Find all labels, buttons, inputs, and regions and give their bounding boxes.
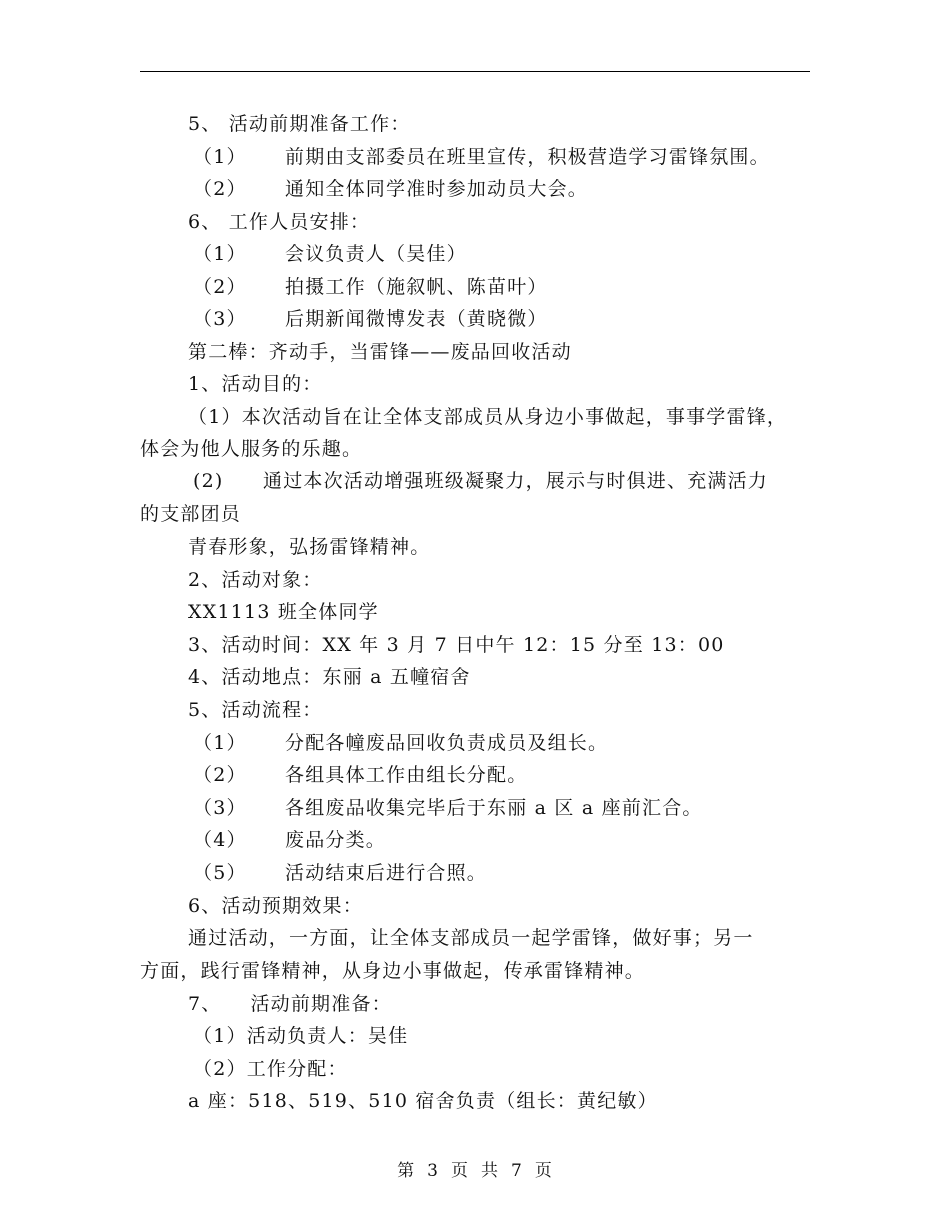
list-number: （1）: [193, 146, 247, 168]
text-line: （1）本次活动旨在让全体支部成员从身边小事做起，事事学雷锋，: [188, 406, 788, 428]
text-line: 5、 活动前期准备工作：: [188, 113, 411, 135]
list-number: （2）: [193, 764, 247, 786]
list-text: 通过本次活动增强班级凝聚力，展示与时俱进、充满活力: [263, 470, 769, 492]
list-number: （2）: [193, 276, 247, 298]
text-line: （2）工作分配：: [193, 1058, 348, 1080]
header-rule: [140, 71, 810, 72]
list-text: 通知全体同学准时参加动员大会。: [285, 178, 589, 200]
total-pages-number: 7: [511, 1161, 523, 1181]
list-number: （5）: [193, 862, 247, 884]
list-number: （1）: [193, 732, 247, 754]
text-line: 5、活动流程：: [188, 699, 323, 721]
page-label-prefix: 第: [397, 1161, 416, 1181]
list-number: (2): [193, 470, 224, 492]
text-line: 4、活动地点：东丽 a 五幢宿舍: [188, 666, 471, 688]
list-item: [193, 242, 467, 266]
current-page-number: 3: [427, 1161, 439, 1181]
text-line: 1、活动目的：: [188, 373, 323, 395]
list-text: 前期由支部委员在班里宣传，积极营造学习雷锋氛围。: [285, 146, 770, 168]
list-text: 会议负责人（吴佳）: [285, 243, 467, 265]
total-label: 共: [481, 1161, 499, 1181]
list-item: [193, 763, 527, 787]
page-label-suffix: 页: [534, 1161, 553, 1181]
list-text: 分配各幢废品回收负责成员及组长。: [285, 732, 609, 754]
text-line: 7、 活动前期准备：: [188, 993, 392, 1015]
list-number: （3）: [193, 308, 247, 330]
list-item: [193, 145, 770, 169]
section-heading: 第二棒：齐动手，当雷锋——废品回收活动: [188, 341, 572, 363]
text-line: 的支部团员: [140, 503, 242, 525]
text-line: 6、活动预期效果：: [188, 895, 363, 917]
page-footer: [0, 1156, 950, 1181]
text-line: XX1113 班全体同学: [188, 601, 379, 623]
list-number: （2）: [193, 178, 247, 200]
list-number: （1）: [193, 243, 247, 265]
text-line: 2、活动对象：: [188, 569, 323, 591]
text-line: 青春形象，弘扬雷锋精神。: [188, 536, 431, 558]
page-label-mid: 页: [451, 1161, 469, 1181]
text-line: 通过活动，一方面，让全体支部成员一起学雷锋，做好事；另一: [188, 927, 754, 949]
text-line: 方面，践行雷锋精神，从身边小事做起，传承雷锋精神。: [140, 960, 646, 982]
list-text: 后期新闻微博发表（黄晓微）: [285, 308, 548, 330]
list-number: （3）: [193, 797, 247, 819]
list-item: [193, 828, 386, 852]
list-text: 各组具体工作由组长分配。: [285, 764, 528, 786]
list-item: [193, 307, 548, 331]
text-line: 6、 工作人员安排：: [188, 211, 371, 233]
text-line: a 座：518、519、510 宿舍负责（组长：黄纪敏）: [188, 1090, 658, 1112]
text-line: （1）活动负责人：吴佳: [193, 1025, 409, 1047]
list-item: [193, 177, 588, 201]
list-number: （4）: [193, 829, 247, 851]
text-line: 体会为他人服务的乐趣。: [140, 438, 363, 460]
list-text: 活动结束后进行合照。: [285, 862, 488, 884]
list-text: 拍摄工作（施叙帆、陈苗叶）: [285, 276, 548, 298]
list-item: [193, 469, 768, 493]
list-item: [193, 796, 703, 820]
list-item: [193, 731, 608, 755]
list-text: 各组废品收集完毕后于东丽 a 区 a 座前汇合。: [285, 797, 703, 819]
text-line: 3、活动时间：XX 年 3 月 7 日中午 12：15 分至 13：00: [188, 634, 725, 656]
list-item: [193, 861, 487, 885]
list-text: 废品分类。: [285, 829, 387, 851]
list-item: [193, 275, 548, 299]
